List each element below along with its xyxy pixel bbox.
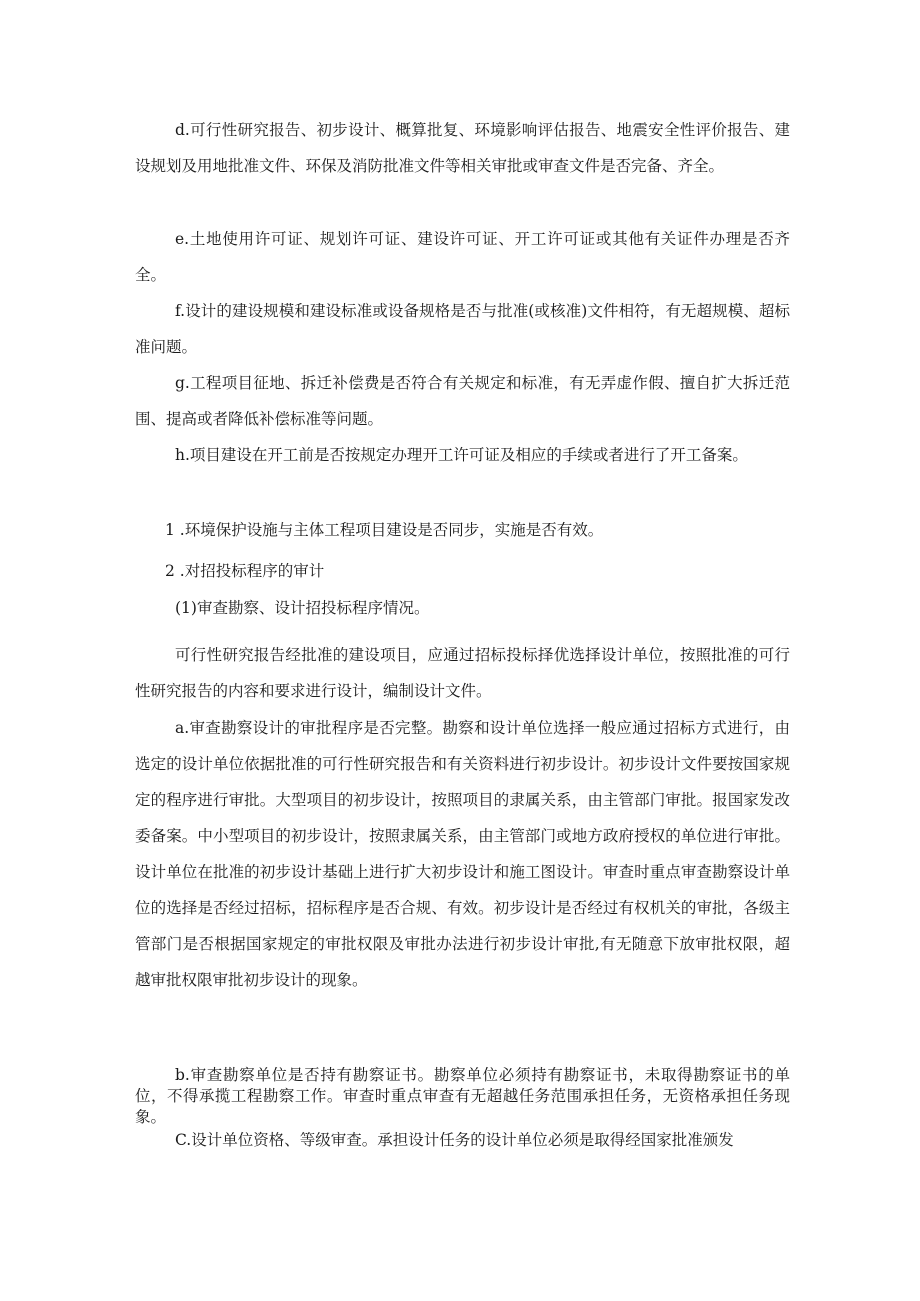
list-item-2: 2 .对招投标程序的审计 <box>165 562 325 580</box>
paragraph-e: e.土地使用许可证、规划许可证、建设许可证、开工许可证或其他有关证件办理是否齐全。 <box>135 230 790 284</box>
paragraph-f: f.设计的建设规模和建设标准或设备规格是否与批准(或核准)文件相符，有无超规模、超标准问题。 <box>135 302 790 356</box>
list-item-1: 1 .环境保护设施与主体工程项目建设是否同步，实施是否有效。 <box>165 521 604 539</box>
paragraph-intro: 可行性研究报告经批准的建设项目，应通过招标投标择优选择设计单位，按照批准的可行性研究报告的内容和要求进行设计，编制设计文件。 <box>135 646 790 700</box>
sub-heading-1: (1)审查勘察、设计招投标程序情况。 <box>175 599 430 617</box>
paragraph-b: b.审查勘察单位是否持有勘察证书。勘察单位必须持有勘察证书，未取得勘察证书的单位，不得承揽工程勘察工作。审查时重点审查有无超越任务范围承担任务，无资格承担任务现象。 <box>135 1066 790 1126</box>
paragraph-a: a.审查勘察设计的审批程序是否完整。勘察和设计单位选择一般应通过招标方式进行，由选定的设计单位依据批准的可行性研究报告和有关资料进行初步设计。初步设计文件要按国家规定的程序进行审批。大型项目的初步设计，按照项目的隶属关系，由主管部门审批。报国家发改委备案。中小型项目的初步设计，按照隶属关系，由主管部门或地方政府授权的单位进行审批。设计单位在批准的初步设计基础上进行扩大初步设计和施工图设计。审查时重点审查勘察设计单位的选择是否经过招标，招标程序是否合规、有效。初步设计是否经过有权机关的审批，各级主管部门是否根据国家规定的审批权限及审批办法进行初步设计审批,有无随意下放审批权限，超越审批权限审批初步设计的现象。 <box>135 719 790 989</box>
paragraph-g: g.工程项目征地、拆迁补偿费是否符合有关规定和标准，有无弄虚作假、擅自扩大拆迁范围、提高或者降低补偿标准等问题。 <box>135 374 790 428</box>
paragraph-d: d.可行性研究报告、初步设计、概算批复、环境影响评估报告、地震安全性评价报告、建设规划及用地批准文件、环保及消防批准文件等相关审批或审查文件是否完备、齐全。 <box>135 121 790 175</box>
paragraph-h: h.项目建设在开工前是否按规定办理开工许可证及相应的手续或者进行了开工备案。 <box>175 446 748 464</box>
paragraph-c: C.设计单位资格、等级审查。承担设计任务的设计单位必须是取得经国家批准颁发 <box>175 1131 734 1149</box>
